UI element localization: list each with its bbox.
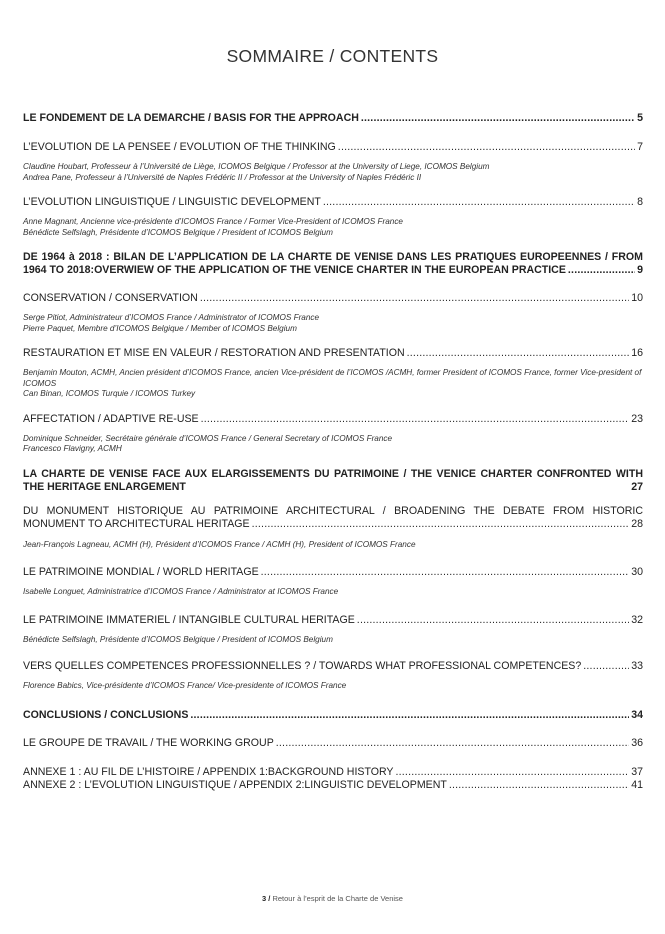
toc-entry-adaptive-reuse[interactable]	[23, 413, 643, 425]
dot-leader	[583, 660, 629, 672]
toc-entry-world-heritage[interactable]	[23, 566, 643, 578]
toc-entry-title-line: LA CHARTE DE VENISE FACE AUX ELARGISSEMENTS DU PATRIMOINE / THE VENICE CHARTER CONFRONTED WITH	[23, 467, 643, 480]
author-list	[23, 368, 643, 400]
author-line: Anne Magnant, Ancienne vice-présidente d’ICOMOS France / Former Vice-President of ICOMOS France	[23, 217, 403, 226]
toc-page-number: 33	[631, 660, 643, 672]
toc-entry-architectural-heritage[interactable]	[23, 505, 643, 531]
toc-entry-title: LE PATRIMOINE IMMATERIEL / INTANGIBLE CULTURAL HERITAGE	[23, 613, 355, 626]
toc-entry-evolution-thinking[interactable]	[23, 141, 643, 153]
table-of-contents	[23, 112, 643, 791]
dot-leader	[252, 518, 630, 531]
dot-leader	[407, 347, 630, 359]
toc-entry-title-line: DU MONUMENT HISTORIQUE AU PATRIMOINE ARCHITECTURAL / BROADENING THE DEBATE FROM HISTORIC	[23, 504, 643, 517]
toc-page-number: 7	[637, 141, 643, 153]
toc-entry-professional-competences[interactable]	[23, 660, 643, 672]
author-line: Jean-François Lagneau, ACMH (H), Président d’ICOMOS France / ACMH (H), President of ICOMOS France	[23, 539, 416, 549]
toc-entry-conservation[interactable]	[23, 292, 643, 304]
toc-entry-linguistic-development[interactable]	[23, 196, 643, 208]
toc-page-number: 36	[631, 736, 643, 749]
dot-leader	[190, 709, 629, 721]
dot-leader	[396, 766, 630, 778]
author-line: Pierre Paquet, Membre d’ICOMOS Belgique / Member of ICOMOS Belgium	[23, 323, 297, 333]
page-title: SOMMAIRE / CONTENTS	[226, 46, 439, 66]
author-line: Can Binan, ICOMOS Turquie / ICOMOS Turkey	[23, 389, 196, 398]
toc-entry-basis[interactable]	[23, 112, 643, 124]
toc-entry-title: AFFECTATION / ADAPTIVE RE-USE	[23, 412, 199, 425]
author-line: Andrea Pane, Professeur à l’Université de Naples Frédéric II / Professor at the University of Naples Frédéric II	[23, 172, 422, 182]
author-list	[23, 540, 643, 551]
dot-leader	[357, 614, 629, 626]
dot-leader	[201, 413, 630, 425]
toc-entry-title: LE PATRIMOINE MONDIAL / WORLD HERITAGE	[23, 566, 259, 578]
dot-leader	[449, 779, 629, 791]
toc-page-number: 5	[637, 112, 643, 124]
toc-entry-1964-2018[interactable]	[23, 251, 643, 277]
toc-entry-title: VERS QUELLES COMPETENCES PROFESSIONNELLES ? / TOWARDS WHAT PROFESSIONAL COMPETENCES?	[23, 660, 582, 672]
footer-text: Retour à l’esprit de la Charte de Venise	[272, 894, 403, 903]
author-line: Serge Pitiot, Administrateur d’ICOMOS France / Administrator of ICOMOS France	[23, 313, 320, 322]
toc-entry-title: CONCLUSIONS / CONCLUSIONS	[23, 708, 189, 721]
toc-entry-conclusions[interactable]	[23, 709, 643, 721]
toc-entry-restoration[interactable]	[23, 347, 643, 359]
toc-entry-appendix-1[interactable]	[23, 766, 643, 778]
toc-page-number: 9	[637, 264, 643, 276]
toc-entry-title: ANNEXE 2 : L’EVOLUTION LINGUISTIQUE / APPENDIX 2:LINGUISTIC DEVELOPMENT	[23, 778, 447, 791]
toc-entry-title: CONSERVATION / CONSERVATION	[23, 292, 198, 304]
toc-entry-heritage-enlargement[interactable]	[23, 468, 643, 494]
toc-page-number: 37	[631, 765, 643, 778]
author-list	[23, 635, 643, 646]
author-list	[23, 681, 643, 692]
toc-entry-title: ANNEXE 1 : AU FIL DE L’HISTOIRE / APPENDIX 1:BACKGROUND HISTORY	[23, 765, 394, 778]
toc-entry-title: LE GROUPE DE TRAVAIL / THE WORKING GROUP	[23, 736, 274, 749]
toc-entry-title-line: DE 1964 à 2018 : BILAN DE L’APPLICATION DE LA CHARTE DE VENISE DANS LES PRATIQUES EUROPEENNES / FROM	[23, 251, 643, 263]
author-list	[23, 434, 643, 455]
toc-entry-title: LE FONDEMENT DE LA DEMARCHE / BASIS FOR THE APPROACH	[23, 112, 359, 124]
author-list	[23, 587, 643, 598]
page-footer	[0, 894, 665, 903]
footer-page-number: 3	[262, 894, 267, 903]
toc-entry-title-line: MONUMENT TO ARCHITECTURAL HERITAGE	[23, 517, 250, 530]
author-line: Isabelle Longuet, Administratrice d’ICOMOS France / Administrator at ICOMOS France	[23, 587, 339, 596]
author-list	[23, 313, 643, 334]
author-line: Claudine Houbart, Professeur à l’Université de Liège, ICOMOS Belgique / Professor at the University of Liege, ICOMOS Belgium	[23, 162, 490, 171]
toc-page-number: 27	[631, 480, 643, 493]
toc-page-number: 41	[631, 778, 643, 791]
toc-entry-appendix-2[interactable]	[23, 779, 643, 791]
toc-entry-intangible-heritage[interactable]	[23, 614, 643, 626]
dot-leader	[361, 112, 635, 124]
toc-entry-working-group[interactable]	[23, 737, 643, 749]
dot-leader	[323, 196, 635, 208]
toc-page-number: 23	[631, 412, 643, 425]
author-line: Bénédicte Selfslagh, Présidente d’ICOMOS Belgique / President of ICOMOS Belgium	[23, 227, 333, 237]
author-line: Benjamin Mouton, ACMH, Ancien président d’ICOMOS France, ancien Vice-président de l’ICOMOS /ACMH, former President of ICOMOS France, former Vice-president of ICOMOS	[23, 368, 642, 388]
author-line: Florence Babics, Vice-présidente d’ICOMOS France/ Vice-presidente of ICOMOS France	[23, 681, 347, 690]
dot-leader	[276, 737, 629, 749]
author-list	[23, 162, 643, 183]
toc-entry-title-line: THE HERITAGE ENLARGEMENT	[23, 480, 186, 493]
toc-page-number: 34	[631, 708, 643, 721]
toc-page-number: 8	[637, 196, 643, 208]
dot-leader	[568, 264, 635, 277]
author-line: Bénédicte Selfslagh, Présidente d’ICOMOS Belgique / President of ICOMOS Belgium	[23, 634, 333, 644]
dot-leader	[338, 141, 635, 153]
toc-page-number: 32	[631, 613, 643, 626]
toc-entry-title-line: 1964 TO 2018:OVERWIEW OF THE APPLICATION OF THE VENICE CHARTER IN THE EUROPEAN PRACTICE	[23, 264, 566, 276]
author-list	[23, 217, 643, 238]
toc-page-number: 30	[631, 566, 643, 578]
dot-leader	[261, 566, 630, 578]
toc-page-number: 10	[631, 292, 643, 304]
toc-entry-title: L’EVOLUTION DE LA PENSEE / EVOLUTION OF THE THINKING	[23, 141, 336, 153]
toc-entry-title: RESTAURATION ET MISE EN VALEUR / RESTORATION AND PRESENTATION	[23, 347, 405, 359]
toc-page-number: 16	[631, 347, 643, 359]
toc-page-number: 28	[631, 517, 643, 530]
toc-entry-title: L’EVOLUTION LINGUISTIQUE / LINGUISTIC DEVELOPMENT	[23, 196, 321, 208]
dot-leader	[200, 292, 629, 304]
author-line: Dominique Schneider, Secrétaire générale d’ICOMOS France / General Secretary of ICOMOS France	[23, 433, 393, 443]
footer-separator: /	[268, 894, 271, 903]
author-line: Francesco Flavigny, ACMH	[23, 444, 122, 453]
